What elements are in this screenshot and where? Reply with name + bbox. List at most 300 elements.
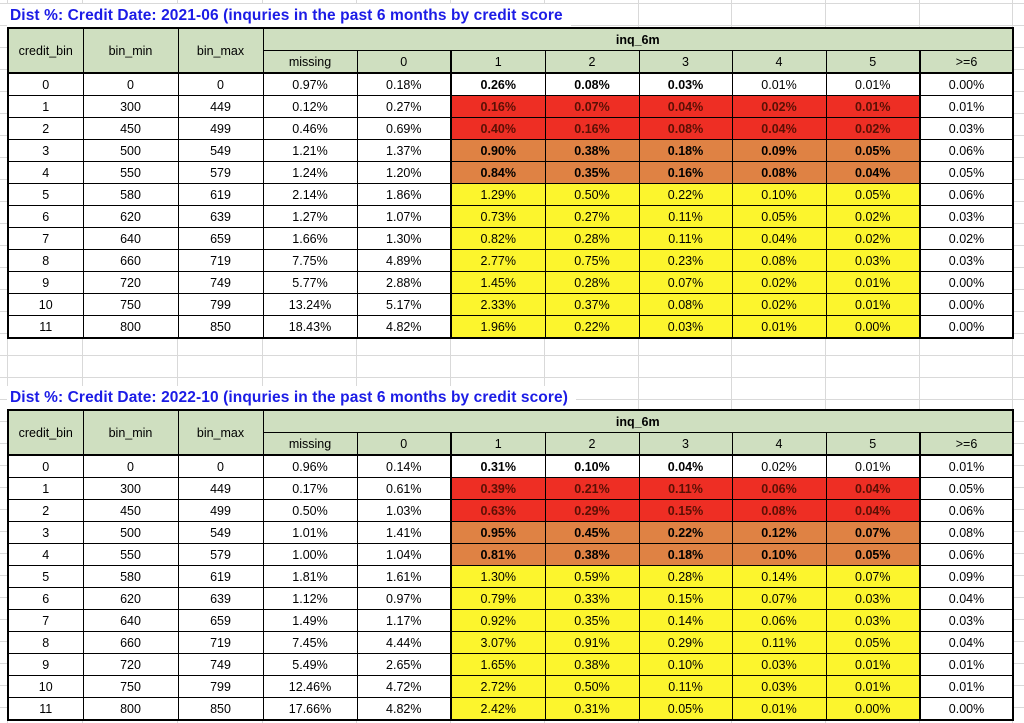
cell-value[interactable]: 0.10% <box>732 184 826 206</box>
cell-value[interactable]: 0.38% <box>545 544 639 566</box>
cell-value[interactable]: 0.10% <box>732 544 826 566</box>
col-header-3[interactable]: 3 <box>639 51 732 74</box>
cell-value[interactable]: 0.02% <box>732 96 826 118</box>
cell-value[interactable]: 0.02% <box>826 228 920 250</box>
cell-bin-max[interactable]: 449 <box>178 96 263 118</box>
cell-bin-min[interactable]: 660 <box>83 250 178 272</box>
cell-value[interactable]: 0.97% <box>263 73 357 96</box>
col-header-1[interactable]: 1 <box>451 433 545 456</box>
cell-bin-max[interactable]: 850 <box>178 316 263 339</box>
cell-value[interactable]: 0.01% <box>732 73 826 96</box>
cell-value[interactable]: 1.12% <box>263 588 357 610</box>
cell-value[interactable]: 0.08% <box>639 294 732 316</box>
cell-credit-bin[interactable]: 0 <box>8 73 83 96</box>
cell-value[interactable]: 0.04% <box>732 118 826 140</box>
cell-value[interactable]: 0.10% <box>639 654 732 676</box>
cell-value[interactable]: 4.89% <box>357 250 451 272</box>
cell-value[interactable]: 0.01% <box>826 272 920 294</box>
cell-value[interactable]: 0.03% <box>920 118 1013 140</box>
cell-value[interactable]: 0.39% <box>451 478 545 500</box>
col-header-0[interactable]: 0 <box>357 433 451 456</box>
cell-value[interactable]: 0.81% <box>451 544 545 566</box>
cell-value[interactable]: 1.29% <box>451 184 545 206</box>
cell-value[interactable]: 0.50% <box>263 500 357 522</box>
cell-value[interactable]: 0.01% <box>920 455 1013 478</box>
cell-bin-min[interactable]: 800 <box>83 316 178 339</box>
cell-value[interactable]: 0.07% <box>826 566 920 588</box>
cell-value[interactable]: 0.01% <box>826 294 920 316</box>
cell-credit-bin[interactable]: 0 <box>8 455 83 478</box>
cell-value[interactable]: 0.07% <box>826 522 920 544</box>
cell-value[interactable]: 0.04% <box>920 632 1013 654</box>
cell-credit-bin[interactable]: 7 <box>8 228 83 250</box>
cell-value[interactable]: 0.02% <box>920 228 1013 250</box>
header-row <box>8 410 1013 433</box>
cell-value[interactable]: 0.73% <box>451 206 545 228</box>
cell-value[interactable]: 0.05% <box>826 140 920 162</box>
cell-value[interactable]: 0.07% <box>545 96 639 118</box>
cell-credit-bin[interactable]: 8 <box>8 632 83 654</box>
cell-value[interactable]: 1.30% <box>451 566 545 588</box>
table-row <box>8 610 1013 632</box>
cell-value[interactable]: 0.35% <box>545 610 639 632</box>
cell-bin-max[interactable]: 850 <box>178 698 263 721</box>
cell-bin-max[interactable]: 499 <box>178 500 263 522</box>
cell-value[interactable]: 1.45% <box>451 272 545 294</box>
cell-value[interactable]: 2.33% <box>451 294 545 316</box>
cell-value[interactable]: 0.08% <box>639 118 732 140</box>
cell-value[interactable]: 0.03% <box>732 654 826 676</box>
cell-value[interactable]: 0.06% <box>920 140 1013 162</box>
cell-value[interactable]: 0.40% <box>451 118 545 140</box>
cell-bin-min[interactable]: 0 <box>83 73 178 96</box>
cell-value[interactable]: 0.12% <box>732 522 826 544</box>
cell-value[interactable]: 2.88% <box>357 272 451 294</box>
cell-value[interactable]: 0.28% <box>639 566 732 588</box>
table-row <box>8 294 1013 316</box>
cell-value[interactable]: 0.03% <box>826 588 920 610</box>
cell-credit-bin[interactable]: 11 <box>8 316 83 339</box>
cell-value[interactable]: 1.17% <box>357 610 451 632</box>
cell-value[interactable]: 0.35% <box>545 162 639 184</box>
cell-credit-bin[interactable]: 3 <box>8 522 83 544</box>
cell-value[interactable]: 0.16% <box>639 162 732 184</box>
col-group-header-inq-6m[interactable]: inq_6m <box>263 410 1013 433</box>
cell-value[interactable]: 1.27% <box>263 206 357 228</box>
cell-value[interactable]: 0.16% <box>545 118 639 140</box>
cell-credit-bin[interactable]: 2 <box>8 500 83 522</box>
cell-value[interactable]: 1.21% <box>263 140 357 162</box>
cell-value[interactable]: 0.01% <box>920 654 1013 676</box>
cell-bin-min[interactable]: 580 <box>83 184 178 206</box>
cell-value[interactable]: 0.82% <box>451 228 545 250</box>
cell-value[interactable]: 0.06% <box>732 610 826 632</box>
cell-value[interactable]: 0.07% <box>732 588 826 610</box>
cell-value[interactable]: 0.00% <box>826 698 920 721</box>
cell-value[interactable]: 7.75% <box>263 250 357 272</box>
cell-value[interactable]: 0.04% <box>826 478 920 500</box>
cell-value[interactable]: 1.37% <box>357 140 451 162</box>
cell-value[interactable]: 0.04% <box>920 588 1013 610</box>
cell-credit-bin[interactable]: 1 <box>8 478 83 500</box>
cell-bin-max[interactable]: 749 <box>178 654 263 676</box>
cell-bin-min[interactable]: 0 <box>83 455 178 478</box>
cell-value[interactable]: 0.08% <box>545 73 639 96</box>
cell-value[interactable]: 0.26% <box>451 73 545 96</box>
cell-bin-min[interactable]: 450 <box>83 500 178 522</box>
cell-bin-max[interactable]: 579 <box>178 162 263 184</box>
cell-value[interactable]: 4.44% <box>357 632 451 654</box>
cell-bin-max[interactable]: 719 <box>178 632 263 654</box>
cell-value[interactable]: 0.02% <box>826 206 920 228</box>
cell-value[interactable]: 0.11% <box>732 632 826 654</box>
cell-bin-max[interactable]: 549 <box>178 522 263 544</box>
cell-value[interactable]: 0.01% <box>920 96 1013 118</box>
cell-value[interactable]: 0.27% <box>357 96 451 118</box>
cell-value[interactable]: 0.02% <box>732 294 826 316</box>
cell-value[interactable]: 2.77% <box>451 250 545 272</box>
cell-value[interactable]: 0.28% <box>545 272 639 294</box>
table-title-2021-06[interactable]: Dist %: Credit Date: 2021-06 (inquries in the past 6 months by credit score <box>7 4 571 27</box>
cell-bin-min[interactable]: 500 <box>83 522 178 544</box>
cell-value[interactable]: 7.45% <box>263 632 357 654</box>
cell-credit-bin[interactable]: 11 <box>8 698 83 721</box>
cell-bin-min[interactable]: 720 <box>83 654 178 676</box>
cell-bin-min[interactable]: 300 <box>83 96 178 118</box>
cell-value[interactable]: 0.05% <box>732 206 826 228</box>
cell-value[interactable]: 0.05% <box>920 162 1013 184</box>
cell-value[interactable]: 0.22% <box>639 522 732 544</box>
col-header-4[interactable]: 4 <box>732 51 826 74</box>
cell-value[interactable]: 0.31% <box>545 698 639 721</box>
table-title-2022-10[interactable]: Dist %: Credit Date: 2022-10 (inquries in the past 6 months by credit score) <box>7 386 576 409</box>
cell-value[interactable]: 0.97% <box>357 588 451 610</box>
cell-value[interactable]: 1.41% <box>357 522 451 544</box>
cell-credit-bin[interactable]: 8 <box>8 250 83 272</box>
col-header-1[interactable]: 1 <box>451 51 545 74</box>
cell-bin-min[interactable]: 450 <box>83 118 178 140</box>
cell-bin-min[interactable]: 800 <box>83 698 178 721</box>
cell-value[interactable]: 18.43% <box>263 316 357 339</box>
col-header-ge6[interactable]: >=6 <box>920 433 1013 456</box>
cell-bin-max[interactable]: 639 <box>178 588 263 610</box>
cell-value[interactable]: 0.91% <box>545 632 639 654</box>
cell-value[interactable]: 0.11% <box>639 676 732 698</box>
cell-value[interactable]: 0.08% <box>732 162 826 184</box>
cell-value[interactable]: 2.14% <box>263 184 357 206</box>
cell-value[interactable]: 1.65% <box>451 654 545 676</box>
cell-value[interactable]: 5.77% <box>263 272 357 294</box>
cell-value[interactable]: 17.66% <box>263 698 357 721</box>
cell-value[interactable]: 2.65% <box>357 654 451 676</box>
cell-value[interactable]: 0.11% <box>639 206 732 228</box>
cell-value[interactable]: 0.29% <box>545 500 639 522</box>
cell-value[interactable]: 0.02% <box>732 455 826 478</box>
cell-value[interactable]: 0.08% <box>732 500 826 522</box>
col-header-missing[interactable]: missing <box>263 51 357 74</box>
cell-value[interactable]: 0.11% <box>639 228 732 250</box>
cell-bin-max[interactable]: 799 <box>178 294 263 316</box>
col-header-5[interactable]: 5 <box>826 433 920 456</box>
cell-value[interactable]: 0.03% <box>639 316 732 339</box>
cell-value[interactable]: 0.03% <box>826 610 920 632</box>
cell-bin-max[interactable]: 659 <box>178 610 263 632</box>
cell-bin-max[interactable]: 659 <box>178 228 263 250</box>
cell-value[interactable]: 1.20% <box>357 162 451 184</box>
cell-value[interactable]: 0.90% <box>451 140 545 162</box>
cell-value[interactable]: 0.04% <box>826 500 920 522</box>
cell-value[interactable]: 0.33% <box>545 588 639 610</box>
cell-value[interactable]: 0.01% <box>732 316 826 339</box>
col-header-4[interactable]: 4 <box>732 433 826 456</box>
cell-value[interactable]: 0.07% <box>639 272 732 294</box>
cell-bin-max[interactable]: 799 <box>178 676 263 698</box>
cell-bin-max[interactable]: 0 <box>178 455 263 478</box>
col-header-credit-bin[interactable]: credit_bin <box>8 410 83 455</box>
cell-credit-bin[interactable]: 7 <box>8 610 83 632</box>
cell-value[interactable]: 2.42% <box>451 698 545 721</box>
cell-credit-bin[interactable]: 4 <box>8 544 83 566</box>
cell-value[interactable]: 1.04% <box>357 544 451 566</box>
cell-value[interactable]: 0.03% <box>639 73 732 96</box>
cell-value[interactable]: 0.04% <box>639 455 732 478</box>
cell-value[interactable]: 1.07% <box>357 206 451 228</box>
table-row <box>8 522 1013 544</box>
col-header-bin-min[interactable]: bin_min <box>83 410 178 455</box>
cell-value[interactable]: 0.84% <box>451 162 545 184</box>
cell-value[interactable]: 0.00% <box>826 316 920 339</box>
cell-value[interactable]: 0.00% <box>920 73 1013 96</box>
cell-value[interactable]: 0.09% <box>920 566 1013 588</box>
cell-value[interactable]: 0.45% <box>545 522 639 544</box>
cell-value[interactable]: 0.01% <box>826 676 920 698</box>
cell-value[interactable]: 12.46% <box>263 676 357 698</box>
cell-value[interactable]: 0.21% <box>545 478 639 500</box>
cell-value[interactable]: 4.82% <box>357 316 451 339</box>
col-group-header-inq-6m[interactable]: inq_6m <box>263 28 1013 51</box>
cell-bin-max[interactable]: 499 <box>178 118 263 140</box>
cell-value[interactable]: 0.02% <box>732 272 826 294</box>
cell-credit-bin[interactable]: 5 <box>8 184 83 206</box>
cell-value[interactable]: 1.66% <box>263 228 357 250</box>
cell-value[interactable]: 1.61% <box>357 566 451 588</box>
cell-value[interactable]: 0.05% <box>639 698 732 721</box>
cell-bin-min[interactable]: 550 <box>83 544 178 566</box>
cell-bin-max[interactable]: 579 <box>178 544 263 566</box>
cell-value[interactable]: 0.18% <box>357 73 451 96</box>
cell-value[interactable]: 0.03% <box>826 250 920 272</box>
cell-value[interactable]: 0.04% <box>732 228 826 250</box>
cell-value[interactable]: 0.00% <box>920 294 1013 316</box>
grid-line-horizontal <box>0 377 1024 378</box>
cell-value[interactable]: 0.01% <box>826 455 920 478</box>
table-row <box>8 698 1013 721</box>
cell-value[interactable]: 0.38% <box>545 654 639 676</box>
cell-bin-max[interactable]: 549 <box>178 140 263 162</box>
col-header-3[interactable]: 3 <box>639 433 732 456</box>
cell-credit-bin[interactable]: 9 <box>8 272 83 294</box>
col-header-0[interactable]: 0 <box>357 51 451 74</box>
cell-credit-bin[interactable]: 2 <box>8 118 83 140</box>
cell-value[interactable]: 0.27% <box>545 206 639 228</box>
cell-value[interactable]: 0.08% <box>920 522 1013 544</box>
cell-value[interactable]: 0.04% <box>826 162 920 184</box>
cell-value[interactable]: 0.01% <box>732 698 826 721</box>
cell-value[interactable]: 0.01% <box>920 676 1013 698</box>
cell-value[interactable]: 0.06% <box>920 184 1013 206</box>
cell-bin-max[interactable]: 619 <box>178 566 263 588</box>
cell-value[interactable]: 0.18% <box>639 544 732 566</box>
cell-value[interactable]: 4.82% <box>357 698 451 721</box>
dist-table-2022-10 <box>7 409 1014 721</box>
cell-value[interactable]: 0.18% <box>639 140 732 162</box>
cell-credit-bin[interactable]: 10 <box>8 676 83 698</box>
cell-value[interactable]: 0.31% <box>451 455 545 478</box>
cell-value[interactable]: 0.22% <box>545 316 639 339</box>
cell-value[interactable]: 0.96% <box>263 455 357 478</box>
cell-value[interactable]: 0.03% <box>920 610 1013 632</box>
cell-value[interactable]: 0.01% <box>826 654 920 676</box>
cell-value[interactable]: 0.23% <box>639 250 732 272</box>
cell-credit-bin[interactable]: 9 <box>8 654 83 676</box>
cell-bin-max[interactable]: 449 <box>178 478 263 500</box>
cell-credit-bin[interactable]: 6 <box>8 206 83 228</box>
cell-value[interactable]: 1.00% <box>263 544 357 566</box>
cell-bin-min[interactable]: 580 <box>83 566 178 588</box>
cell-value[interactable]: 0.04% <box>639 96 732 118</box>
cell-value[interactable]: 0.37% <box>545 294 639 316</box>
cell-value[interactable]: 5.49% <box>263 654 357 676</box>
cell-value[interactable]: 0.50% <box>545 184 639 206</box>
cell-bin-min[interactable]: 660 <box>83 632 178 654</box>
cell-value[interactable]: 3.07% <box>451 632 545 654</box>
cell-credit-bin[interactable]: 5 <box>8 566 83 588</box>
cell-value[interactable]: 1.86% <box>357 184 451 206</box>
cell-value[interactable]: 0.15% <box>639 588 732 610</box>
col-header-bin-max[interactable]: bin_max <box>178 410 263 455</box>
table-row <box>8 566 1013 588</box>
cell-credit-bin[interactable]: 6 <box>8 588 83 610</box>
cell-bin-min[interactable]: 550 <box>83 162 178 184</box>
cell-value[interactable]: 2.72% <box>451 676 545 698</box>
col-header-credit-bin[interactable]: credit_bin <box>8 28 83 73</box>
cell-value[interactable]: 0.00% <box>920 316 1013 339</box>
cell-value[interactable]: 0.79% <box>451 588 545 610</box>
cell-value[interactable]: 0.01% <box>826 96 920 118</box>
col-header-2[interactable]: 2 <box>545 51 639 74</box>
cell-value[interactable]: 0.05% <box>920 478 1013 500</box>
cell-value[interactable]: 0.46% <box>263 118 357 140</box>
cell-value[interactable]: 0.03% <box>732 676 826 698</box>
cell-value[interactable]: 0.14% <box>357 455 451 478</box>
col-header-missing[interactable]: missing <box>263 433 357 456</box>
table-row <box>8 73 1013 96</box>
col-header-5[interactable]: 5 <box>826 51 920 74</box>
cell-value[interactable]: 4.72% <box>357 676 451 698</box>
cell-value[interactable]: 1.81% <box>263 566 357 588</box>
cell-bin-max[interactable]: 619 <box>178 184 263 206</box>
col-header-ge6[interactable]: >=6 <box>920 51 1013 74</box>
cell-value[interactable]: 0.29% <box>639 632 732 654</box>
cell-bin-min[interactable]: 640 <box>83 228 178 250</box>
cell-value[interactable]: 0.14% <box>732 566 826 588</box>
cell-value[interactable]: 0.00% <box>920 698 1013 721</box>
cell-value[interactable]: 0.06% <box>920 500 1013 522</box>
col-header-2[interactable]: 2 <box>545 433 639 456</box>
cell-value[interactable]: 0.06% <box>920 544 1013 566</box>
cell-value[interactable]: 0.63% <box>451 500 545 522</box>
cell-value[interactable]: 0.22% <box>639 184 732 206</box>
col-header-bin-min[interactable]: bin_min <box>83 28 178 73</box>
cell-value[interactable]: 0.09% <box>732 140 826 162</box>
cell-bin-min[interactable]: 750 <box>83 676 178 698</box>
cell-credit-bin[interactable]: 4 <box>8 162 83 184</box>
cell-value[interactable]: 0.17% <box>263 478 357 500</box>
cell-value[interactable]: 1.24% <box>263 162 357 184</box>
cell-bin-min[interactable]: 620 <box>83 588 178 610</box>
cell-value[interactable]: 1.01% <box>263 522 357 544</box>
cell-value[interactable]: 1.49% <box>263 610 357 632</box>
table-row <box>8 250 1013 272</box>
cell-value[interactable]: 0.11% <box>639 478 732 500</box>
cell-value[interactable]: 0.08% <box>732 250 826 272</box>
cell-bin-max[interactable]: 749 <box>178 272 263 294</box>
cell-value[interactable]: 0.05% <box>826 184 920 206</box>
cell-value[interactable]: 0.10% <box>545 455 639 478</box>
cell-value[interactable]: 0.28% <box>545 228 639 250</box>
cell-value[interactable]: 0.16% <box>451 96 545 118</box>
cell-value[interactable]: 0.03% <box>920 250 1013 272</box>
cell-value[interactable]: 5.17% <box>357 294 451 316</box>
cell-value[interactable]: 0.03% <box>920 206 1013 228</box>
cell-value[interactable]: 0.61% <box>357 478 451 500</box>
cell-value[interactable]: 0.00% <box>920 272 1013 294</box>
cell-value[interactable]: 0.05% <box>826 632 920 654</box>
cell-value[interactable]: 0.01% <box>826 73 920 96</box>
cell-value[interactable]: 0.38% <box>545 140 639 162</box>
col-header-bin-max[interactable]: bin_max <box>178 28 263 73</box>
cell-value[interactable]: 0.95% <box>451 522 545 544</box>
cell-bin-max[interactable]: 0 <box>178 73 263 96</box>
cell-value[interactable]: 1.03% <box>357 500 451 522</box>
cell-value[interactable]: 0.06% <box>732 478 826 500</box>
cell-bin-max[interactable]: 639 <box>178 206 263 228</box>
cell-bin-min[interactable]: 750 <box>83 294 178 316</box>
cell-bin-min[interactable]: 300 <box>83 478 178 500</box>
cell-bin-min[interactable]: 640 <box>83 610 178 632</box>
cell-value[interactable]: 0.50% <box>545 676 639 698</box>
cell-value[interactable]: 0.02% <box>826 118 920 140</box>
cell-bin-min[interactable]: 500 <box>83 140 178 162</box>
cell-credit-bin[interactable]: 10 <box>8 294 83 316</box>
cell-value[interactable]: 0.05% <box>826 544 920 566</box>
cell-value[interactable]: 0.15% <box>639 500 732 522</box>
cell-value[interactable]: 0.92% <box>451 610 545 632</box>
cell-value[interactable]: 0.14% <box>639 610 732 632</box>
cell-value[interactable]: 0.69% <box>357 118 451 140</box>
cell-credit-bin[interactable]: 1 <box>8 96 83 118</box>
cell-value[interactable]: 0.12% <box>263 96 357 118</box>
cell-value[interactable]: 13.24% <box>263 294 357 316</box>
cell-value[interactable]: 1.96% <box>451 316 545 339</box>
cell-bin-max[interactable]: 719 <box>178 250 263 272</box>
cell-value[interactable]: 1.30% <box>357 228 451 250</box>
cell-value[interactable]: 0.59% <box>545 566 639 588</box>
cell-bin-min[interactable]: 720 <box>83 272 178 294</box>
cell-bin-min[interactable]: 620 <box>83 206 178 228</box>
cell-credit-bin[interactable]: 3 <box>8 140 83 162</box>
cell-value[interactable]: 0.75% <box>545 250 639 272</box>
